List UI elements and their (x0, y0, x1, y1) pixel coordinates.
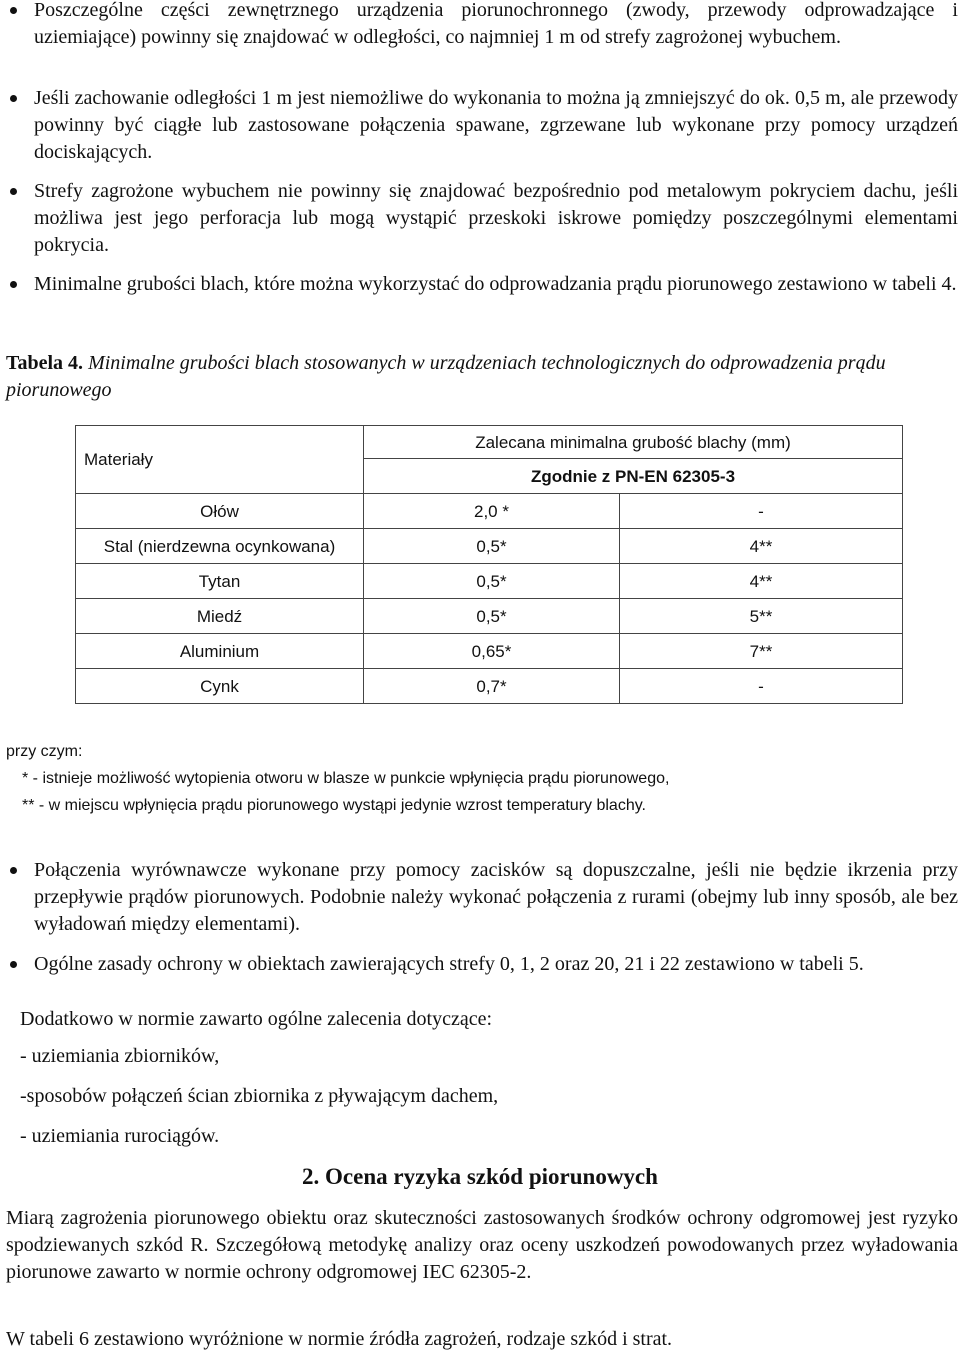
value-a-cell: 0,5* (364, 599, 620, 634)
table-caption-label: Tabela 4. (6, 352, 84, 374)
list-item (6, 0, 958, 51)
bullet-icon (10, 281, 17, 288)
standard-header: Zgodnie z PN-EN 62305-3 (364, 459, 903, 494)
value-b-cell: 4** (620, 529, 903, 564)
table-row (76, 599, 903, 634)
value-a-cell: 0,7* (364, 669, 620, 704)
table-row (76, 634, 903, 669)
bullet-icon (10, 961, 17, 968)
list-item-text: Jeśli zachowanie odległości 1 m jest niemożliwe do wykonania to można ją zmniejszyć do ok. 0,5 m, ale przewody powinny być ciągłe lub zastosowane połączenia spawane, zgrzewane lub wykonane przy pomocy urządzeń dociskających. (34, 87, 958, 163)
value-a-cell: 0,65* (364, 634, 620, 669)
value-b-cell: - (620, 669, 903, 704)
table-notes (6, 738, 906, 819)
section-paragraph-risk: Miarą zagrożenia piorunowego obiektu oraz skuteczności zastosowanych środków ochrony odgromowej jest ryzyko spodziewanych szkód R. Szczegółową metodykę analizy oraz oceny uszkodzeń powodowanych przez wyładowania piorunowe zawarto w normie ochrony odgromowej IEC 62305-2. (6, 1207, 958, 1283)
thickness-table (75, 425, 903, 704)
material-cell: Stal (nierdzewna ocynkowana) (76, 529, 364, 564)
bullet-icon (10, 95, 17, 102)
thickness-group-header: Zalecana minimalna grubość blachy (mm) (364, 426, 903, 459)
list-item-text: Strefy zagrożone wybuchem nie powinny się znajdować bezpośrednio pod metalowym pokryciem dachu, jeśli możliwa jest jego perforacja lub mogą wystąpić przeskoki iskrowe pomiędzy poszczególnymi elementami pokrycia. (34, 180, 958, 256)
value-a-cell: 0,5* (364, 529, 620, 564)
list-item (6, 951, 958, 978)
value-b-cell: 5** (620, 599, 903, 634)
material-cell: Tytan (76, 564, 364, 599)
notes-intro: przy czym: (6, 743, 83, 760)
value-b-cell: 4** (620, 564, 903, 599)
table-row (76, 529, 903, 564)
list-item (6, 85, 958, 166)
list-item (6, 178, 958, 259)
material-cell: Ołów (76, 494, 364, 529)
bullet-icon (10, 867, 17, 874)
table-caption (6, 350, 958, 404)
section-paragraph-table6: W tabeli 6 zestawiono wyróżnione w normie źródła zagrożeń, rodzaje szkód i strat. (6, 1328, 673, 1350)
bullet-icon (10, 188, 17, 195)
extra-item-tanks: - uziemiania zbiorników, (20, 1045, 220, 1067)
bullet-icon (10, 7, 17, 14)
table-header-row (76, 426, 903, 459)
list-item (6, 857, 958, 938)
extra-item-pipelines: - uziemiania rurociągów. (20, 1125, 220, 1147)
list-item-text: Poszczególne części zewnętrznego urządzenia piorunochronnego (zwody, przewody odprowadzające i uziemiające) powinny się znajdować w odległości, co najmniej 1 m od strefy zagrożonej wybuchem. (34, 0, 958, 48)
list-item (6, 271, 958, 298)
list-item-text: Połączenia wyrównawcze wykonane przy pomocy zacisków są dopuszczalne, jeśli nie będzie ikrzenia przy przepływie prądów piorunowych. Podobnie należy wykonać połączenia z rurami (obejmy lub inny sposób, ale bez wyładowań między elementami). (34, 859, 958, 935)
value-a-cell: 2,0 * (364, 494, 620, 529)
value-b-cell: - (620, 494, 903, 529)
table-row (76, 669, 903, 704)
material-cell: Cynk (76, 669, 364, 704)
value-b-cell: 7** (620, 634, 903, 669)
list-item-text: Ogólne zasady ochrony w obiektach zawierających strefy 0, 1, 2 oraz 20, 21 i 22 zestawiono w tabeli 5. (34, 953, 864, 975)
table-caption-text: Minimalne grubości blach stosowanych w urządzeniach technologicznych do odprowadzenia prądu piorunowego (6, 352, 886, 401)
table-row (76, 494, 903, 529)
list-item-text: Minimalne grubości blach, które można wykorzystać do odprowadzania prądu piorunowego zestawiono w tabeli 4. (34, 273, 957, 295)
section-heading: 2. Ocena ryzyka szkód piorunowych (302, 1164, 658, 1189)
note-double-star: ** - w miejscu wpłynięcia prądu piorunowego wystąpi jedynie wzrost temperatury blachy. (22, 797, 646, 814)
table-row (76, 564, 903, 599)
extra-intro: Dodatkowo w normie zawarto ogólne zalecenia dotyczące: (20, 1008, 493, 1030)
material-cell: Aluminium (76, 634, 364, 669)
value-a-cell: 0,5* (364, 564, 620, 599)
material-cell: Miedź (76, 599, 364, 634)
extra-item-roof: -sposobów połączeń ścian zbiornika z pływającym dachem, (20, 1085, 499, 1107)
material-column-header: Materiały (76, 426, 364, 494)
note-single-star: * - istnieje możliwość wytopienia otworu w blasze w punkcie wpłynięcia prądu piorunowego, (22, 770, 670, 787)
